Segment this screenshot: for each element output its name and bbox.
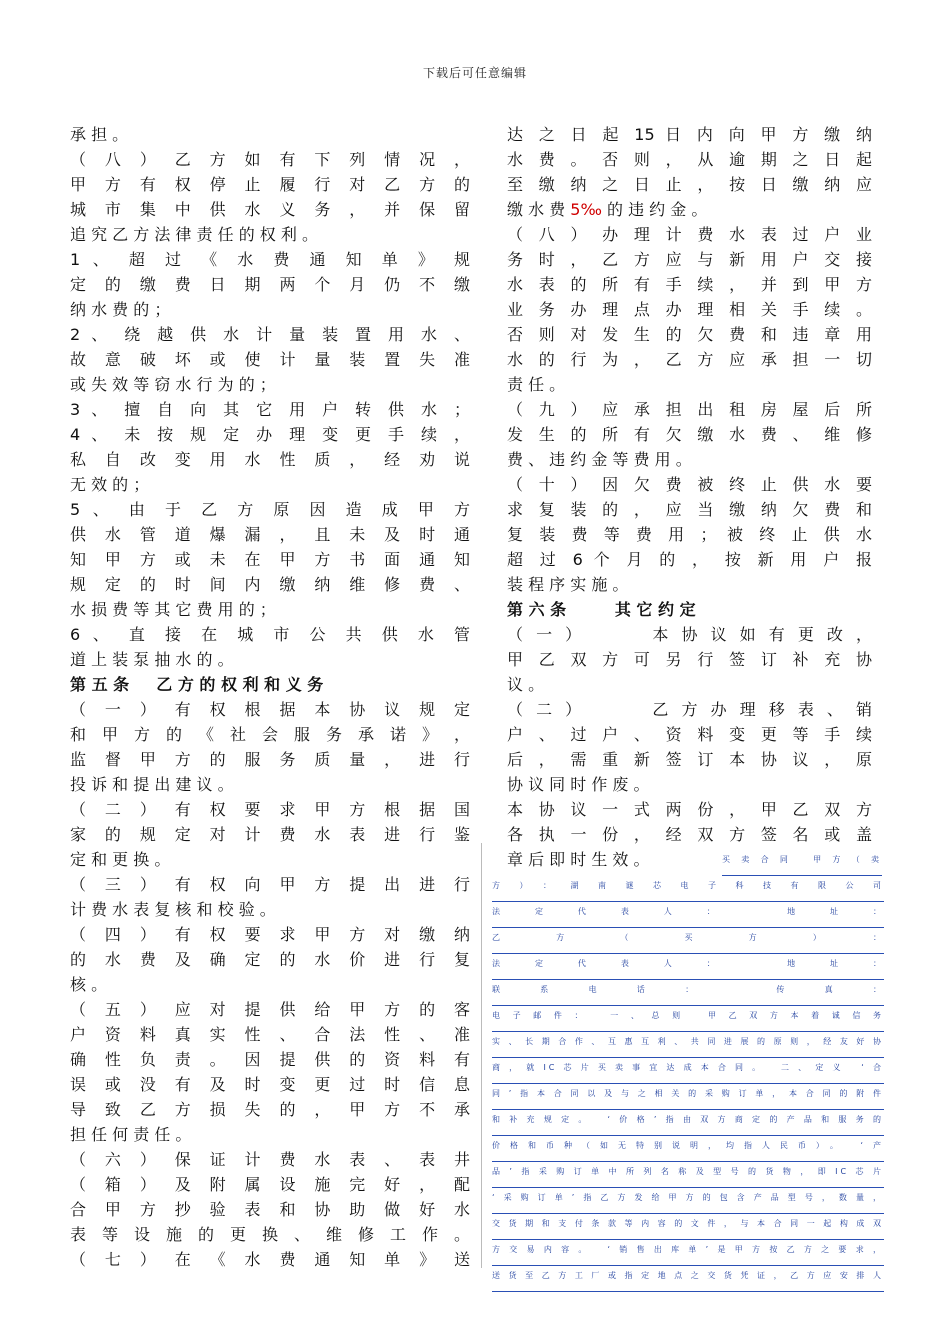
text-line: 城 市 集 中 供 水 义 务 ， 并 保 留 (70, 200, 470, 219)
text-line: 甲 乙 双 方 可 另 行 签 订 补 充 协 (507, 650, 872, 669)
text-line: 甲 方 有 权 停 止 履 行 对 乙 方 的 (70, 175, 470, 194)
text-line: 家 的 规 定 对 计 费 水 表 进 行 鉴 (70, 825, 470, 844)
text-line (507, 197, 872, 222)
text-line: 务 时 ， 乙 方 应 与 新 用 户 交 接 (507, 250, 872, 269)
contract-line: 买卖合同 甲方（卖 (722, 850, 882, 876)
divider-line (481, 843, 482, 1268)
text-line: 水 表 的 所 有 手 续 ， 并 到 甲 方 (507, 275, 872, 294)
embedded-contract-text (492, 850, 884, 1292)
text-line: 的 水 费 及 确 定 的 水 价 进 行 复 (70, 950, 470, 969)
text-line: （ 四 ） 有 权 要 求 甲 方 对 缴 纳 (70, 925, 470, 944)
text-line: 追 究 乙 方 法 律 责 任 的 权 利 。 (70, 225, 318, 244)
text-line: 至 缴 纳 之 日 止 ， 按 日 缴 纳 应 (507, 175, 872, 194)
text-line: 投 诉 和 提 出 建 议 。 (70, 775, 234, 794)
text-line: （ 三 ） 有 权 向 甲 方 提 出 进 行 (70, 875, 470, 894)
text-line: 计 费 水 表 复 核 和 校 验 。 (70, 900, 276, 919)
right-column (507, 122, 872, 872)
text-line: 章 后 即 时 生 效 。 (507, 850, 650, 869)
text-line: 3 、 擅 自 向 其 它 用 户 转 供 水 ； (70, 400, 470, 419)
text-line: 故 意 破 坏 或 使 计 量 装 置 失 准 (70, 350, 470, 369)
penalty-rate: 5‰ (570, 200, 602, 219)
text-line: 户 资 料 真 实 性 、 合 法 性 、 准 (70, 1025, 470, 1044)
text-line: 核 。 (70, 975, 108, 994)
text-line: 水 费 。 否 则 ， 从 逾 期 之 日 起 (507, 150, 872, 169)
text-line: 费 、 违 约 金 等 费 用 。 (507, 450, 692, 469)
contract-line: 价格和币种（如无特别说明，均指人民币）。 ‘产 (492, 1136, 884, 1162)
text-line: 6 、 直 接 在 城 市 公 共 供 水 管 (70, 625, 470, 644)
text-line: 和 甲 方 的 《 社 会 服 务 承 诺 》 ， (70, 725, 470, 744)
contract-line: 实、长期合作、互惠互利、共同进展的原则，经友好协 (492, 1032, 884, 1058)
text-line: 各 执 一 份 ， 经 双 方 签 名 或 盖 (507, 825, 872, 844)
text-line: 超 过 6 个 月 的 ， 按 新 用 户 报 (507, 550, 872, 569)
text-line: 规 定 的 时 间 内 缴 纳 维 修 费 、 (70, 575, 470, 594)
contract-line: 方交易内容。 ‘销售出库单’是甲方按乙方之要求， (492, 1240, 884, 1266)
text-line: 业 务 办 理 点 办 理 相 关 手 续 。 (507, 300, 872, 319)
text-line: 承 担 。 (70, 125, 129, 144)
text-line: （ 一 ） 有 权 根 据 本 协 议 规 定 (70, 700, 470, 719)
text-line: （ 二 ） 乙 方 办 理 移 表 、 销 (507, 700, 872, 719)
text-line: 担 任 何 责 任 。 (70, 1125, 192, 1144)
contract-line: 法定代表人： 地址： (492, 902, 884, 928)
text-line: （ 九 ） 应 承 担 出 租 房 屋 后 所 (507, 400, 872, 419)
contract-line: 交货期和支付条款等内容的文件，与本合同一起构成双 (492, 1214, 884, 1240)
text-line: 水 损 费 等 其 它 费 用 的 ； (70, 600, 276, 619)
text-line: 定 和 更 换 。 (70, 850, 171, 869)
text-line: （ 六 ） 保 证 计 费 水 表 、 表 井 (70, 1150, 470, 1169)
text-line: 达 之 日 起 15 日 内 向 甲 方 缴 纳 (507, 125, 872, 144)
text-line: 后 ， 需 重 新 签 订 本 协 议 ， 原 (507, 750, 872, 769)
text-line: 私 自 改 变 用 水 性 质 ， 经 劝 说 (70, 450, 470, 469)
text-line: 求 复 装 的 ， 应 当 缴 纳 欠 费 和 (507, 500, 872, 519)
contract-line: 电子邮件： 一、总则 甲乙双方本着诚信务 (492, 1006, 884, 1032)
text-line: 监 督 甲 方 的 服 务 质 量 ， 进 行 (70, 750, 470, 769)
contract-line: 联系电话： 传真： (492, 980, 884, 1006)
text-line: （ 十 ） 因 欠 费 被 终 止 供 水 要 (507, 475, 872, 494)
text-line: 误 或 没 有 及 时 变 更 过 时 信 息 (70, 1075, 470, 1094)
text-line: 第 六 条 其 它 约 定 (507, 600, 696, 619)
text-line: （ 箱 ） 及 附 属 设 施 完 好 ， 配 (70, 1175, 470, 1194)
text-line: 装 程 序 实 施 。 (507, 575, 629, 594)
text-line: 1 、 超 过 《 水 费 通 知 单 》 规 (70, 250, 470, 269)
text-line: 户 、 过 户 、 资 料 变 更 等 手 续 (507, 725, 872, 744)
text-line: 表 等 设 施 的 更 换 、 维 修 工 作 。 (70, 1225, 470, 1244)
text-line: 协 议 同 时 作 废 。 (507, 775, 650, 794)
text-line: 议 。 (507, 675, 545, 694)
text-line: （ 一 ） 本 协 议 如 有 更 改 ， (507, 625, 872, 644)
contract-line: 方）：湖南谜芯电子科技有限公司 (492, 876, 884, 902)
text-line: （ 八 ） 办 理 计 费 水 表 过 户 业 (507, 225, 872, 244)
text-line: 道 上 装 泵 抽 水 的 。 (70, 650, 234, 669)
text-line: 2 、 绕 越 供 水 计 量 装 置 用 水 、 (70, 325, 470, 344)
text-line: 第 五 条 乙 方 的 权 利 和 义 务 (70, 675, 324, 694)
text-line: 定 的 缴 费 日 期 两 个 月 仍 不 缴 (70, 275, 470, 294)
text-segment: 缴 水 费 (507, 200, 571, 219)
contract-line: 和补充规定。 ‘价格’指由双方商定的产品和服务的 (492, 1110, 884, 1136)
text-line: （ 七 ） 在 《 水 费 通 知 单 》 送 (70, 1250, 470, 1269)
text-line: 导 致 乙 方 损 失 的 ， 甲 方 不 承 (70, 1100, 470, 1119)
text-line: 无 效 的 ； (70, 475, 150, 494)
text-line: 本 协 议 一 式 两 份 ， 甲 乙 双 方 (507, 800, 872, 819)
text-line: （ 二 ） 有 权 要 求 甲 方 根 据 国 (70, 800, 470, 819)
contract-line: 法定代表人： 地址： (492, 954, 884, 980)
text-line: 知 甲 方 或 未 在 甲 方 书 面 通 知 (70, 550, 470, 569)
text-line: （ 五 ） 应 对 提 供 给 甲 方 的 客 (70, 1000, 470, 1019)
text-line: 4 、 未 按 规 定 办 理 变 更 手 续 ， (70, 425, 470, 444)
text-line: 责 任 。 (507, 375, 566, 394)
text-line: 复 装 费 等 费 用 ； 被 终 止 供 水 (507, 525, 872, 544)
text-line: 合 甲 方 抄 验 表 和 协 助 做 好 水 (70, 1200, 470, 1219)
contract-line: 品’指采购订单中所列名称及型号的货物，即IC芯片 (492, 1162, 884, 1188)
text-line: 水 的 行 为 ， 乙 方 应 承 担 一 切 (507, 350, 872, 369)
text-line: 确 性 负 责 。 因 提 供 的 资 料 有 (70, 1050, 470, 1069)
text-line: 供 水 管 道 爆 漏 ， 且 未 及 时 通 (70, 525, 470, 544)
contract-line: 同’指本合同以及与之相关的采购订单，本合同的附件 (492, 1084, 884, 1110)
contract-line: 商，就IC芯片买卖事宜达成本合同。 二、定义 ‘合 (492, 1058, 884, 1084)
left-column (70, 122, 470, 1272)
text-segment: 的 违 约 金 。 (601, 200, 708, 219)
text-line: （ 八 ） 乙 方 如 有 下 列 情 况 ， (70, 150, 470, 169)
page-header: 下载后可任意编辑 (422, 66, 527, 80)
text-line: 纳 水 费 的 ； (70, 300, 171, 319)
text-line: 否 则 对 发 生 的 欠 费 和 违 章 用 (507, 325, 872, 344)
text-line: 或 失 效 等 窃 水 行 为 的 ； (70, 375, 276, 394)
text-line: 5 、 由 于 乙 方 原 因 造 成 甲 方 (70, 500, 470, 519)
text-line: 发 生 的 所 有 欠 缴 水 费 、 维 修 (507, 425, 872, 444)
contract-line: 乙方（买方）： (492, 928, 884, 954)
contract-line: ‘采购订单’指乙方发给甲方的包含产品型号，数量， (492, 1188, 884, 1214)
contract-line: 送货至乙方工厂或指定地点之交货凭证，乙方应安排人 (492, 1266, 884, 1292)
